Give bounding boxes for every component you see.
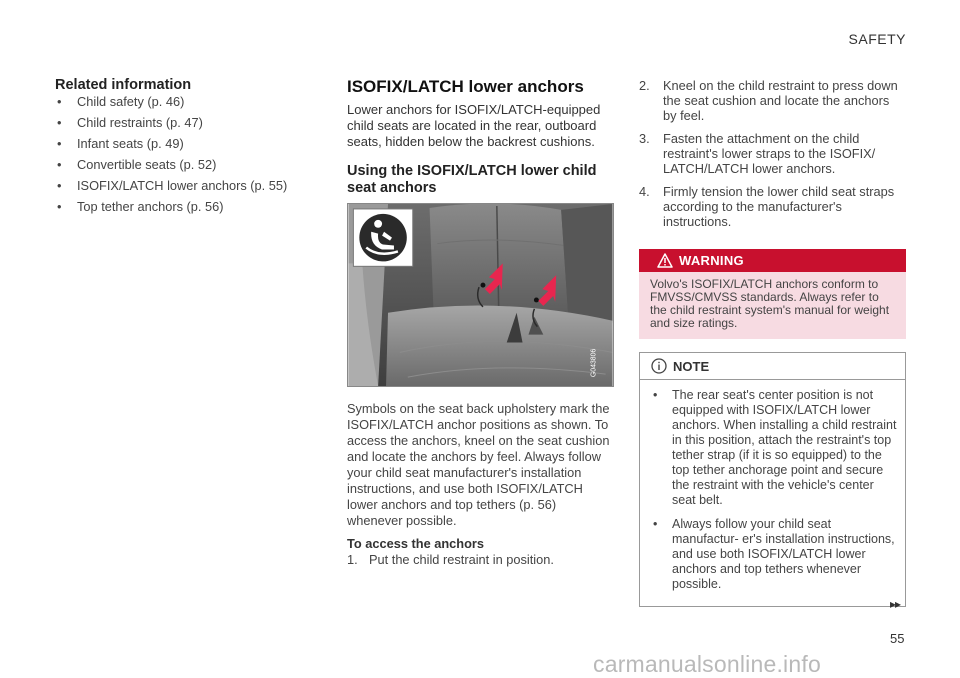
step-item: 2. Kneel on the child restraint to press down the seat cushion and locate the anchors by feel. [639,78,898,123]
note-item: • The rear seat's center position is not equipped with ISOFIX/LATCH lower anchors. When installing a child restraint in this position, attach the restraint's top tether strap (if it is so equipped) to the top tether anchorage point and secure the restraint with the vehicle's center seat belt. [651,388,897,508]
main-column [347,74,615,575]
related-link-top-tether[interactable]: • Top tether anchors (p. 56) [55,199,325,214]
next-page-icon[interactable]: ▸▸ [890,597,901,611]
step-item: 3. Fasten the attachment on the child restraint's lower straps to the ISOFIX/ LATCH/LATCH lower anchors. [639,131,876,176]
note-list [651,388,897,592]
page-title: ISOFIX/LATCH lower anchors [347,77,584,96]
watermark: carmanualsonline.info [593,651,821,677]
note-header [640,353,905,380]
section-header: SAFETY [848,31,906,47]
related-information-column [55,74,325,220]
warning-text: Volvo's ISOFIX/LATCH anchors conform to FMVSS/CMVSS standards. Always refer to the child restraint system's manual for weight and size ratings. [639,272,906,339]
rear-seat-figure [347,203,614,387]
steps-list-part1 [347,552,615,567]
right-column [639,78,906,607]
note-body [640,380,905,606]
child-seat-icon [353,209,412,266]
step-item: 1. Put the child restraint in position. [347,552,554,567]
related-link-child-restraints[interactable]: • Child restraints (p. 47) [55,115,325,130]
note-item: • Always follow your child seat manufactur- er's installation instructions, and use both ISOFIX/LATCH lower anchors and top tethers whenever possible. [651,517,897,592]
intro-text: Lower anchors for ISOFIX/LATCH-equipped child seats are located in the rear, outboard seats, hidden below the backrest cushions. [347,102,601,149]
note-title: NOTE [673,358,710,374]
related-link-isofix-anchors[interactable]: • ISOFIX/LATCH lower anchors (p. 55) [55,178,325,193]
warning-header [639,249,906,272]
steps-list-part2 [639,78,906,229]
figure-code: G043806 [590,348,598,378]
warning-title: WARNING [679,253,744,268]
figure-caption: Symbols on the seat back upholstery mark the ISOFIX/LATCH anchor positions as shown. To access the anchors, kneel on the seat cushion and locate the anchors by feel. Always follow your child seat manufacturer's installation instructions, and use both ISOFIX/LATCH lower anchors and top tethers (p. 56) whenever possible. [347,401,610,528]
step-item: 4. Firmly tension the lower child seat straps according to the manufacturer's instructions. [639,184,895,229]
section-subtitle: Using the ISOFIX/LATCH lower child seat anchors [347,163,597,196]
warning-triangle-icon [657,253,673,268]
related-list [55,94,325,214]
access-heading: To access the anchors [347,536,485,551]
related-link-convertible-seats[interactable]: • Convertible seats (p. 52) [55,157,325,172]
related-link-child-safety[interactable]: • Child safety (p. 46) [55,94,325,109]
warning-box [639,249,906,339]
note-box [639,352,906,607]
info-circle-icon [651,358,667,374]
related-link-infant-seats[interactable]: • Infant seats (p. 49) [55,136,325,151]
page-number: 55 [890,631,905,646]
related-information-title: Related information [55,77,192,93]
